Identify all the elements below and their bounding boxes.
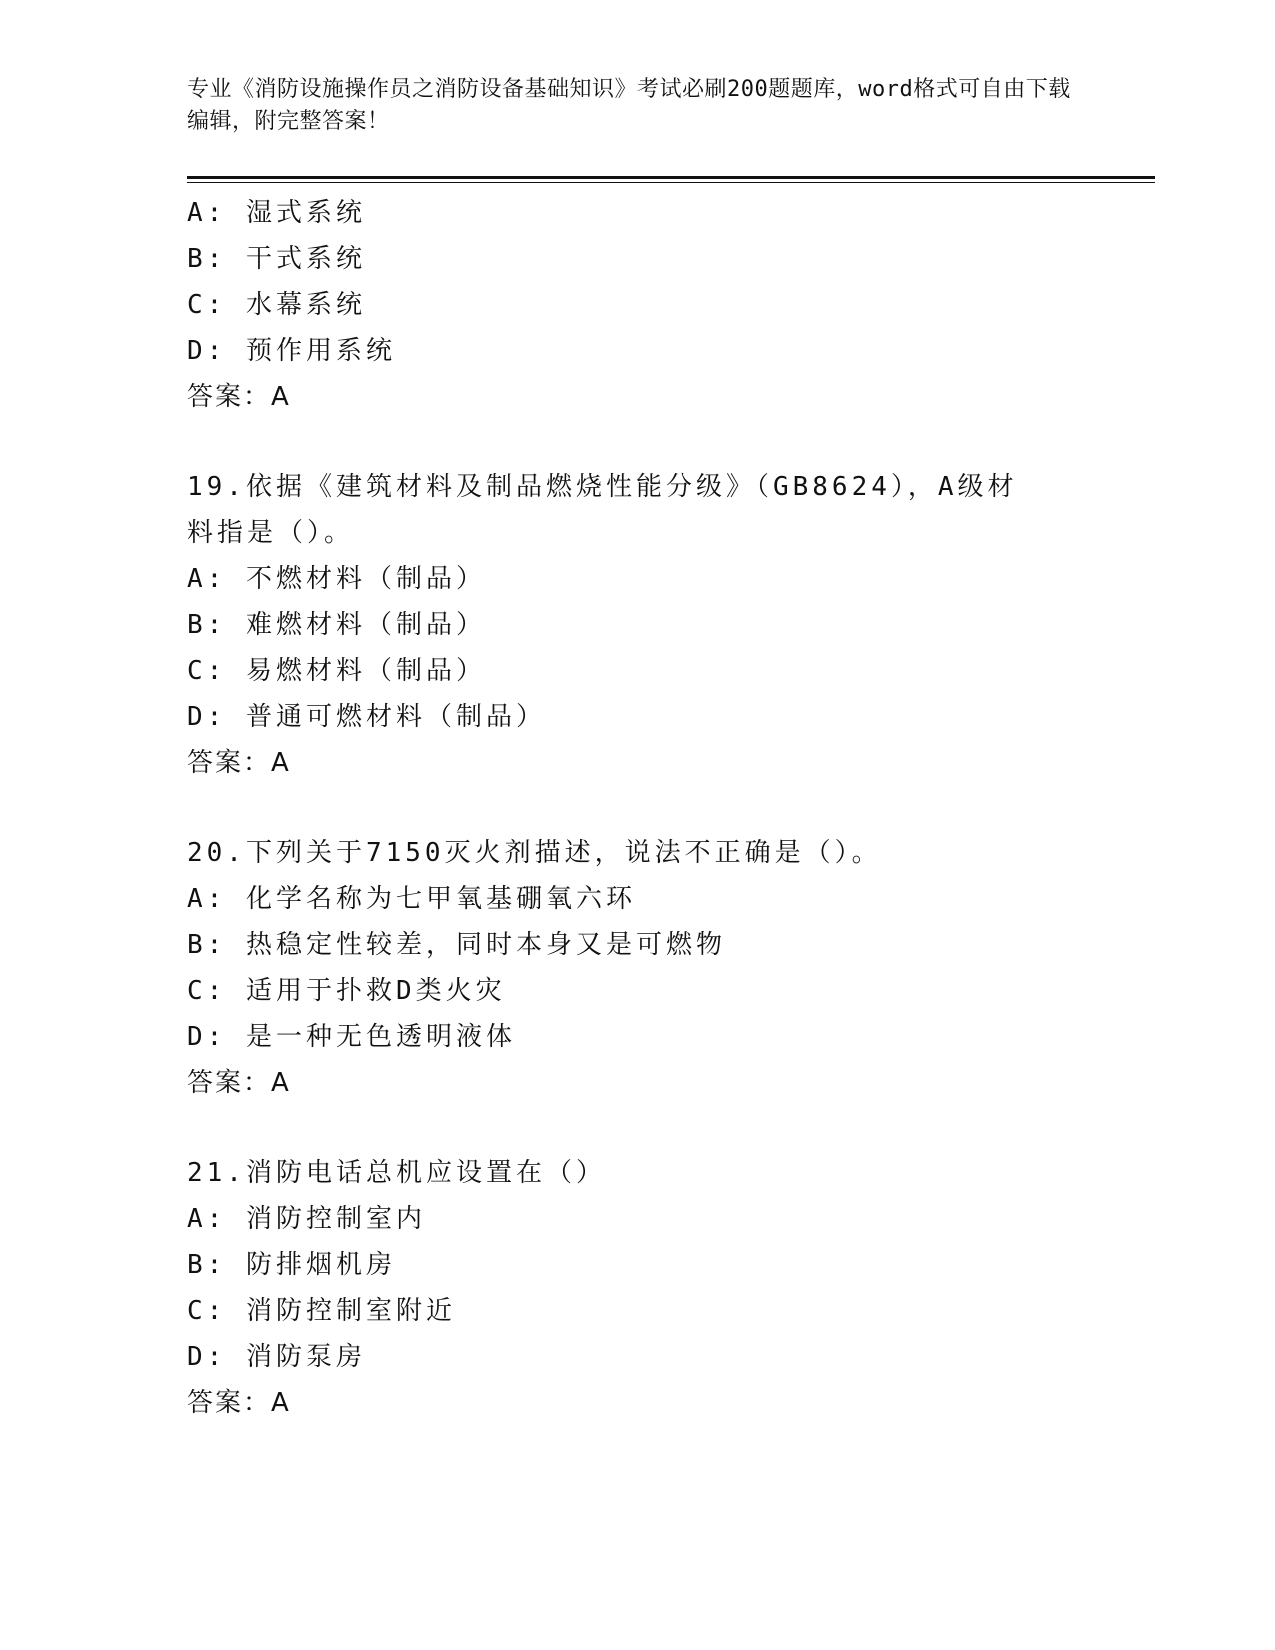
option-b: B: 难燃材料（制品） [187, 610, 486, 640]
header-divider-thick [187, 176, 1155, 179]
option-d: D: 普通可燃材料（制品） [187, 702, 546, 732]
question-block [187, 190, 1107, 420]
option-a: A: 不燃材料（制品） [187, 564, 486, 594]
document-header: 专业《消防设施操作员之消防设备基础知识》考试必刷200题题库，word格式可自由下载编辑，附完整答案！ [187, 77, 1071, 134]
question-list [187, 190, 1107, 1426]
option-d: D: 消防泵房 [187, 1342, 366, 1372]
question-text: 21.消防电话总机应设置在（） [187, 1158, 606, 1188]
question-block [187, 464, 1107, 786]
option-d: D: 预作用系统 [187, 336, 396, 366]
option-c: C: 水幕系统 [187, 290, 366, 320]
block-gap [187, 786, 1107, 830]
option-b: B: 热稳定性较差，同时本身又是可燃物 [187, 930, 726, 960]
block-gap [187, 420, 1107, 464]
option-d: D: 是一种无色透明液体 [187, 1022, 516, 1052]
answer: 答案：A [187, 382, 291, 412]
option-c: C: 消防控制室附近 [187, 1296, 456, 1326]
answer: 答案：A [187, 1068, 291, 1098]
block-gap [187, 1106, 1107, 1150]
option-c: C: 适用于扑救D类火灾 [187, 976, 506, 1006]
option-a: A: 湿式系统 [187, 198, 366, 228]
question-text: 20.下列关于7150灭火剂描述，说法不正确是（）。 [187, 838, 882, 868]
answer: 答案：A [187, 1388, 291, 1418]
answer: 答案：A [187, 748, 291, 778]
option-a: A: 化学名称为七甲氧基硼氧六环 [187, 884, 636, 914]
option-b: B: 干式系统 [187, 244, 366, 274]
header-divider-thin [187, 182, 1155, 183]
option-b: B: 防排烟机房 [187, 1250, 396, 1280]
question-block [187, 830, 1107, 1106]
question-block [187, 1150, 1107, 1426]
option-c: C: 易燃材料（制品） [187, 656, 486, 686]
question-text: 19.依据《建筑材料及制品燃烧性能分级》（GB8624），A级材料指是（）。 [187, 472, 1018, 548]
option-a: A: 消防控制室内 [187, 1204, 426, 1234]
